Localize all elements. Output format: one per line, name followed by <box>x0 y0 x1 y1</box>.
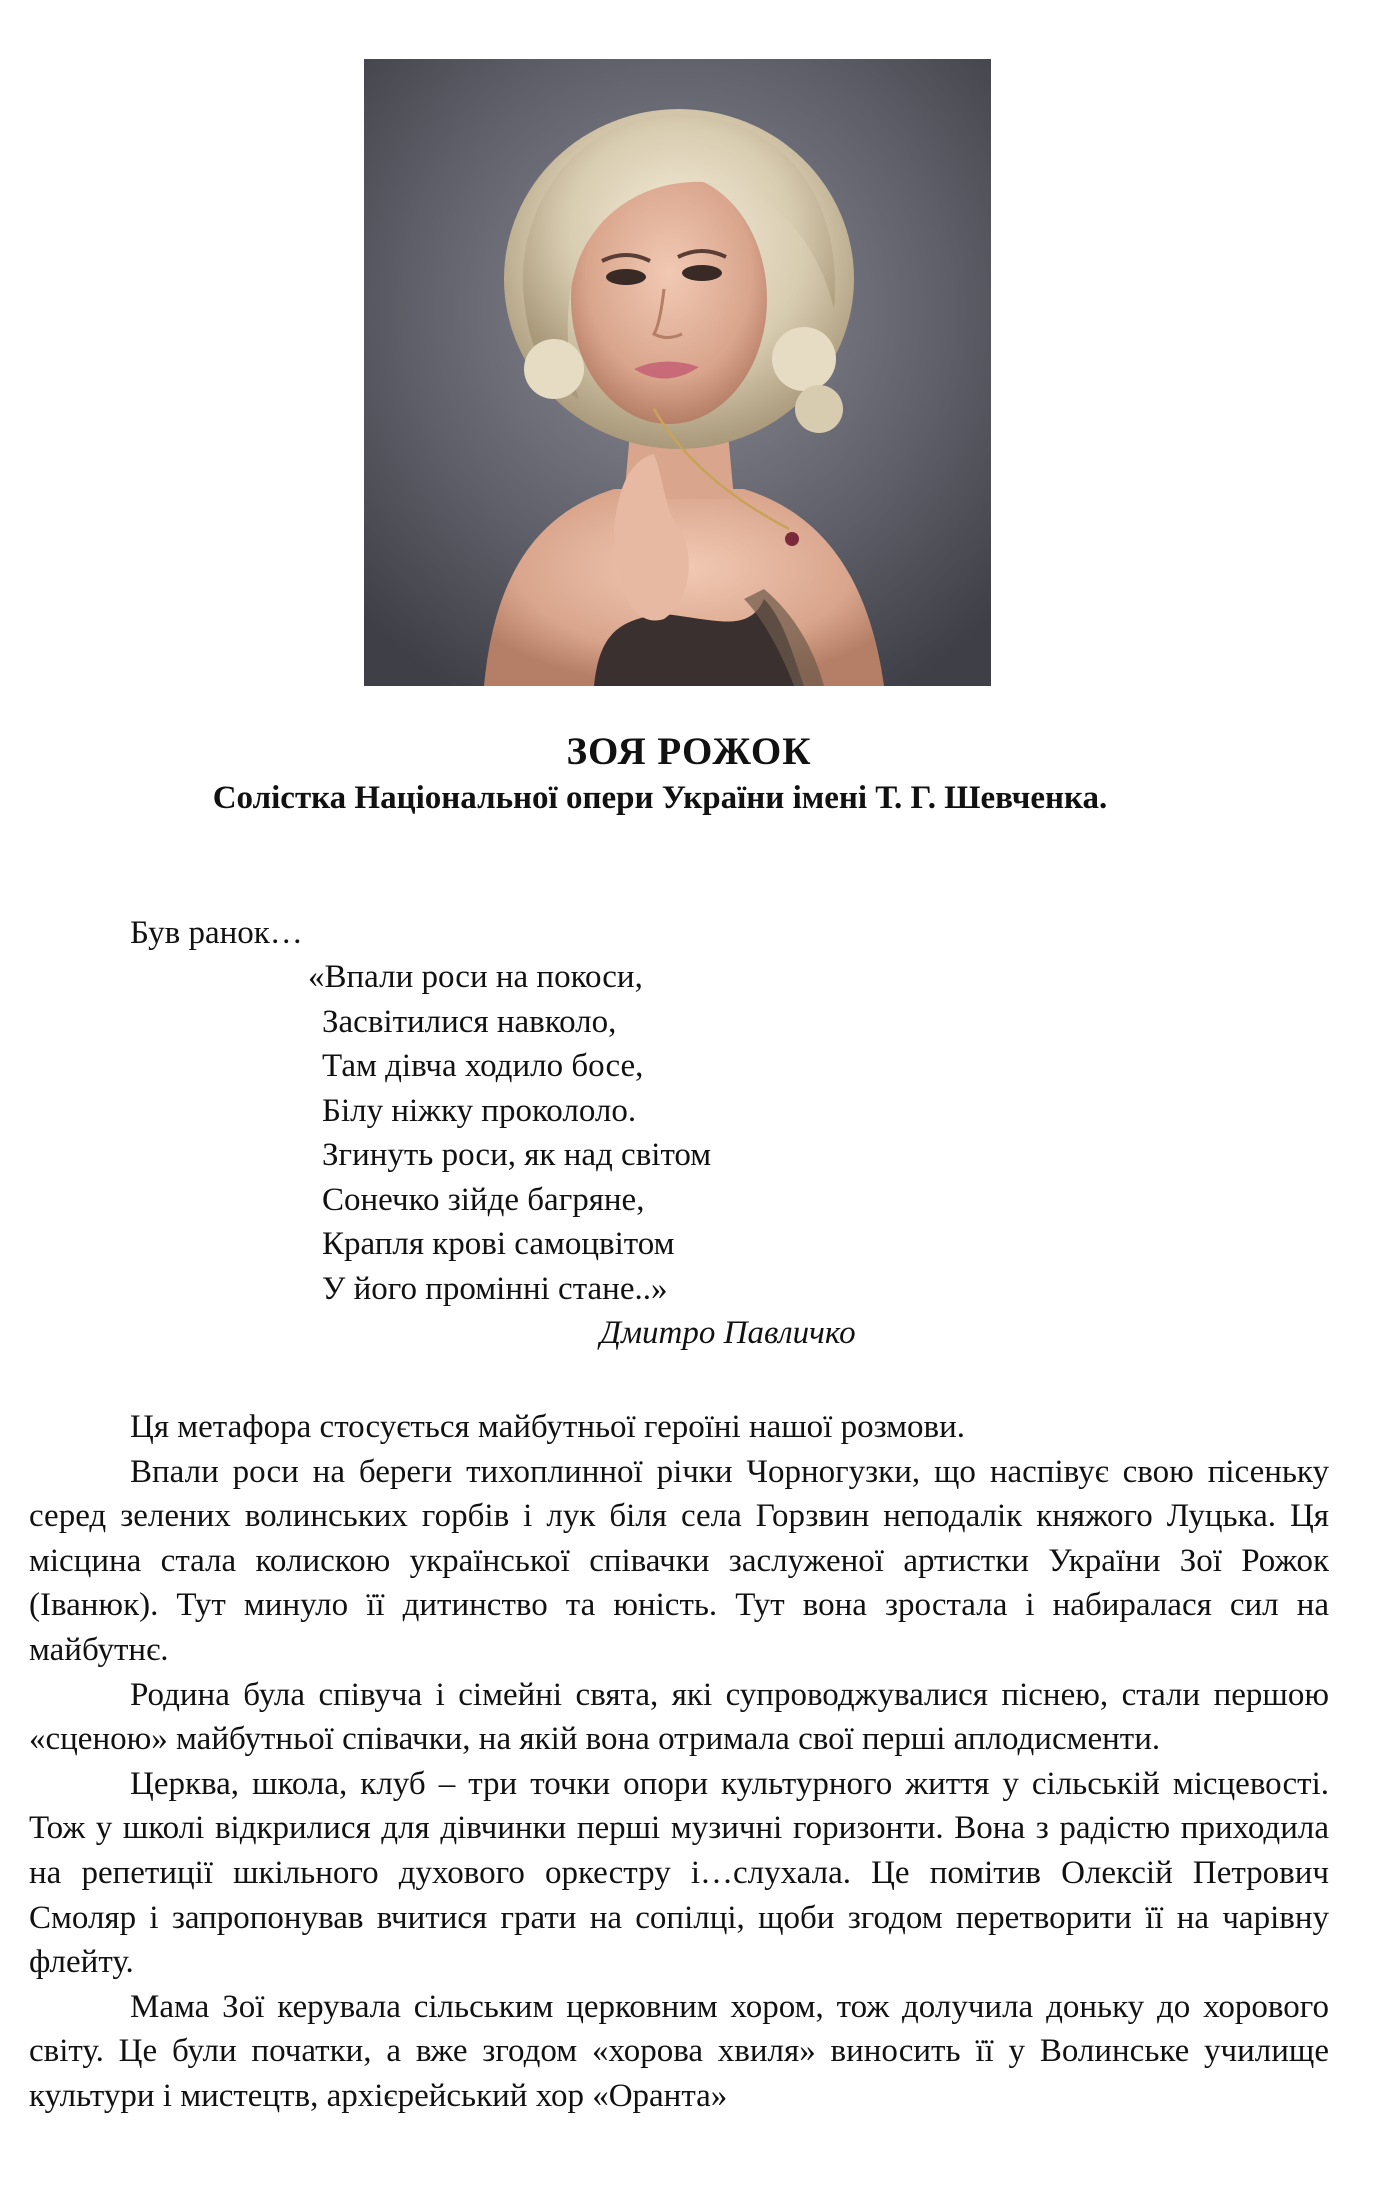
intro-line: Був ранок… <box>130 915 303 951</box>
paragraph: Впали роси на береги тихоплинної річки Чорногузки, що наспівує свою пісеньку серед зелених волинських горбів і лук біля села Горзвин неподалік княжого Луцька. Ця місцина стала колискою української співачки заслуженої артистки України Зої Рожок (Іванюк). Тут минуло її дитинство та юність. Тут вона зростала і набиралася сил на майбутнє. <box>29 1453 1329 1668</box>
paragraph: Родина була співуча і сімейні свята, які супроводжувалися піснею, стали першою «сценою» майбутньої співачки, на якій вона отримала свої перші аплодисменти. <box>29 1676 1329 1758</box>
paragraph: Мама Зої керувала сільським церковним хором, тож долучила доньку до хорового світу. Це були початки, а вже згодом «хорова хвиля» виносить її у Волинське училище культури і мистецтв, архієрейський хор «Оранта» <box>29 1988 1329 2114</box>
paragraph: Церква, школа, клуб – три точки опори культурного життя у сільській місцевості. Тож у школі відкрилися для дівчинки перші музичні горизонти. Вона з радістю приходила на репетиції шкільного духового оркестру і…слухала. Це помітив Олексій Петрович Смоляр і запропонував вчитися грати на сопілці, щоби згодом перетворити її на чарівну флейту. <box>29 1765 1329 1981</box>
paragraph: Ця метафора стосується майбутньої героїні нашої розмови. <box>130 1409 966 1445</box>
poem-line: Білу ніжку прокололо. <box>322 1092 637 1129</box>
poem-line: Сонечко зійде багряне, <box>322 1181 645 1218</box>
poem-line: У його промінні стане..» <box>322 1270 668 1307</box>
poem-line: Там дівча ходило босе, <box>322 1048 644 1084</box>
page-title: ЗОЯ РОЖОК <box>566 730 812 773</box>
portrait-illustration <box>364 59 991 686</box>
poem-line: Засвітилися навколо, <box>322 1003 617 1040</box>
page-subtitle: Солістка Національної опери України імені Т. Г. Шевченка. <box>212 780 1108 816</box>
portrait-photo <box>364 59 991 686</box>
poem-line: Згинуть роси, як над світом <box>322 1137 712 1173</box>
poem-line: Крапля крові самоцвітом <box>322 1226 675 1262</box>
poem-author: Дмитро Павличко <box>600 1315 856 1351</box>
poem-line: «Впали роси на покоси, <box>308 959 643 995</box>
article-body <box>29 1405 1329 2119</box>
poem <box>308 955 711 1311</box>
